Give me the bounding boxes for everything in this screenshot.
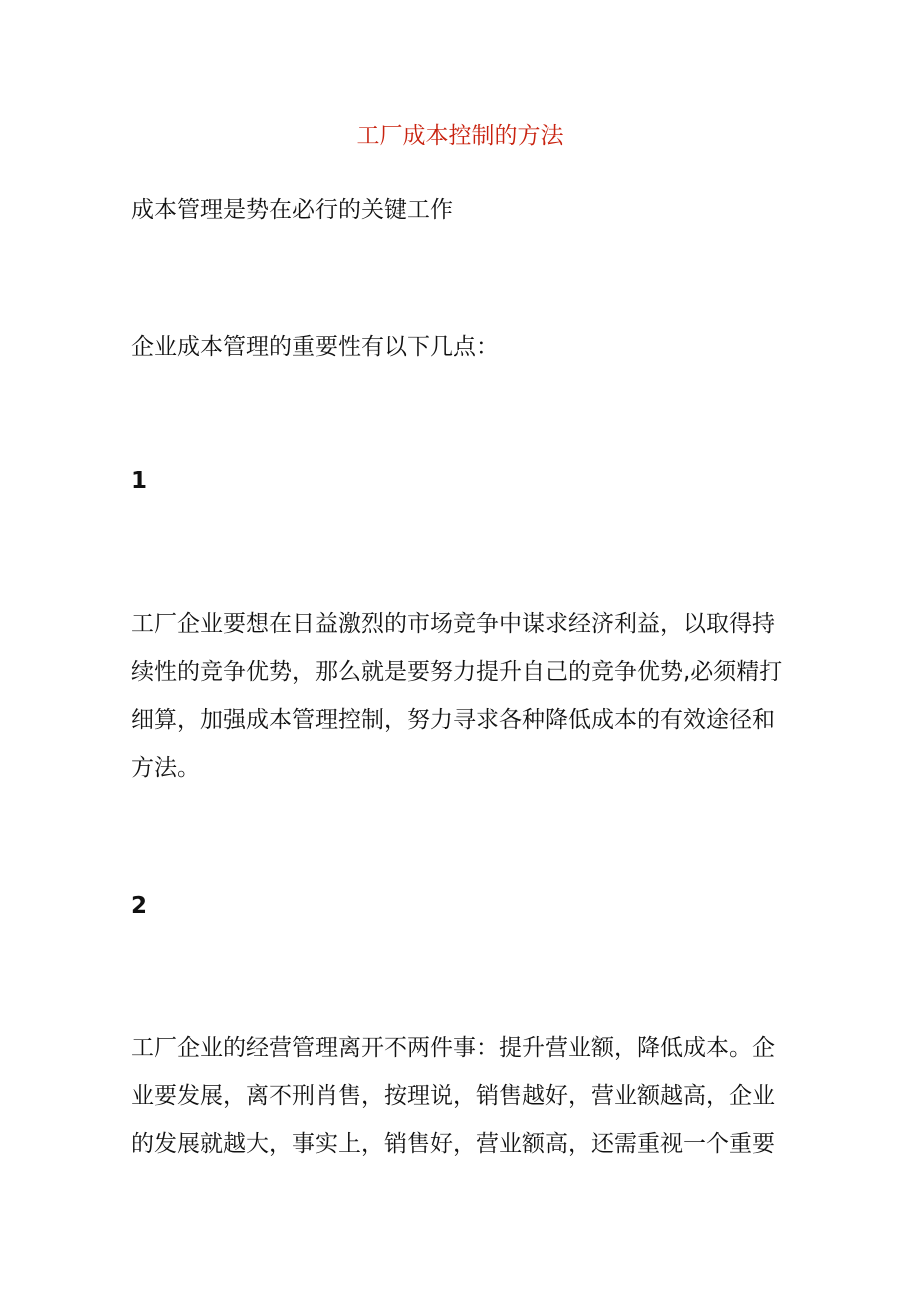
document-title: 工厂成本控制的方法 <box>356 123 564 149</box>
section-number-2: 2 <box>131 893 148 919</box>
section-2-paragraph: 工厂企业的经营管理离开不两件事：提升营业额，降低成本。企业要发展，离不刑肖售，按理说，销售越好，营业额越高，企业的发展就越大，事实上，销售好，营业额高，还需重视一个重要 <box>131 1035 775 1157</box>
section-1-paragraph: 工厂企业要想在日益激烈的市场竞争中谋求经济利益，以取得持续性的竞争优势，那么就是要努力提升自己的竞争优势,必须精打细算，加强成本管理控制，努力寻求各种降低成本的有效途径和方法。 <box>131 611 783 781</box>
intro-paragraph: 成本管理是势在必行的关键工作 <box>131 197 453 223</box>
section-number-1: 1 <box>131 468 148 494</box>
importance-heading-paragraph: 企业成本管理的重要性有以下几点： <box>131 334 499 360</box>
